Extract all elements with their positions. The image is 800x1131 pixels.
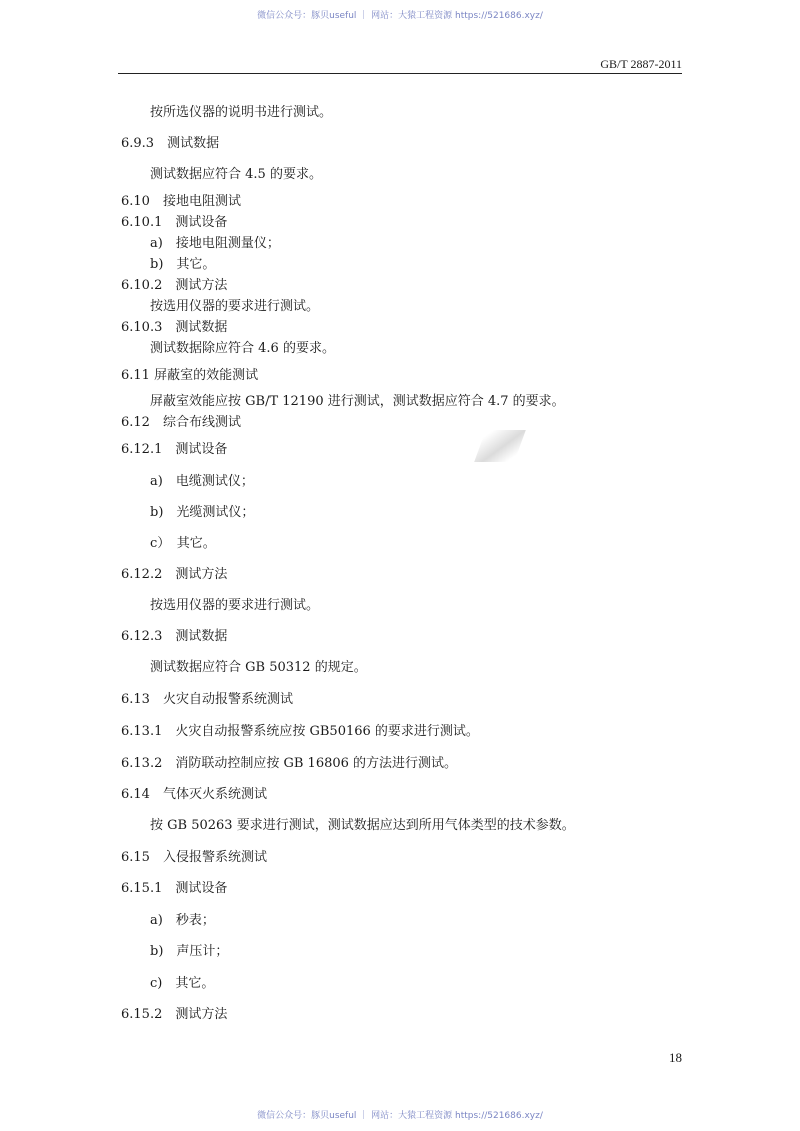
section-heading-6-13-2: 6.13.2 消防联动控制应按 GB 16806 的方法进行测试。 bbox=[121, 756, 458, 771]
scan-smudge bbox=[474, 430, 526, 462]
header-divider bbox=[118, 73, 682, 74]
list-item: a) 接地电阻测量仪； bbox=[150, 236, 280, 251]
body-text: 测试数据应符合 GB 50312 的规定。 bbox=[150, 660, 367, 675]
standard-code: GB/T 2887-2011 bbox=[600, 57, 682, 71]
section-heading-6-12: 6.12 综合布线测试 bbox=[121, 415, 241, 430]
section-heading-6-12-3: 6.12.3 测试数据 bbox=[121, 629, 228, 644]
list-item: a) 秒表； bbox=[150, 913, 215, 928]
body-text: 按 GB 50263 要求进行测试，测试数据应达到所用气体类型的技术参数。 bbox=[150, 818, 575, 833]
list-item: a) 电缆测试仪； bbox=[150, 474, 254, 489]
section-heading-6-14: 6.14 气体灭火系统测试 bbox=[121, 787, 267, 802]
section-heading-6-15: 6.15 入侵报警系统测试 bbox=[121, 850, 267, 865]
section-heading-6-15-2: 6.15.2 测试方法 bbox=[121, 1007, 228, 1022]
watermark-bottom: 微信公众号：豚贝useful ｜ 网站：大猿工程资源 https://521686.xyz/ bbox=[257, 1111, 543, 1121]
page-number: 18 bbox=[669, 1050, 682, 1065]
list-item: c) 其它。 bbox=[150, 976, 215, 991]
section-heading-6-12-1: 6.12.1 测试设备 bbox=[121, 442, 228, 457]
list-item: b) 光缆测试仪； bbox=[150, 505, 255, 520]
list-item: b) 其它。 bbox=[150, 257, 216, 272]
section-heading-6-10-1: 6.10.1 测试设备 bbox=[121, 215, 228, 230]
watermark-top: 微信公众号：豚贝useful ｜ 网站：大猿工程资源 https://521686.xyz/ bbox=[257, 11, 543, 21]
section-heading-6-10: 6.10 接地电阻测试 bbox=[121, 194, 241, 209]
section-heading-6-9-3: 6.9.3 测试数据 bbox=[121, 136, 220, 151]
section-heading-6-13: 6.13 火灾自动报警系统测试 bbox=[121, 692, 293, 707]
section-heading-6-11: 6.11 屏蔽室的效能测试 bbox=[121, 368, 259, 383]
list-item: c） 其它。 bbox=[150, 536, 216, 551]
body-text: 按所选仪器的说明书进行测试。 bbox=[150, 105, 333, 120]
body-text: 测试数据除应符合 4.6 的要求。 bbox=[150, 341, 335, 356]
section-heading-6-10-2: 6.10.2 测试方法 bbox=[121, 278, 228, 293]
body-text: 测试数据应符合 4.5 的要求。 bbox=[150, 167, 322, 182]
body-text: 按选用仪器的要求进行测试。 bbox=[150, 299, 320, 314]
body-text: 按选用仪器的要求进行测试。 bbox=[150, 598, 320, 613]
section-heading-6-10-3: 6.10.3 测试数据 bbox=[121, 320, 228, 335]
section-heading-6-15-1: 6.15.1 测试设备 bbox=[121, 881, 228, 896]
body-text: 屏蔽室效能应按 GB/T 12190 进行测试，测试数据应符合 4.7 的要求。 bbox=[150, 394, 565, 409]
section-heading-6-13-1: 6.13.1 火灾自动报警系统应按 GB50166 的要求进行测试。 bbox=[121, 724, 479, 739]
list-item: b) 声压计； bbox=[150, 944, 229, 959]
section-heading-6-12-2: 6.12.2 测试方法 bbox=[121, 567, 228, 582]
